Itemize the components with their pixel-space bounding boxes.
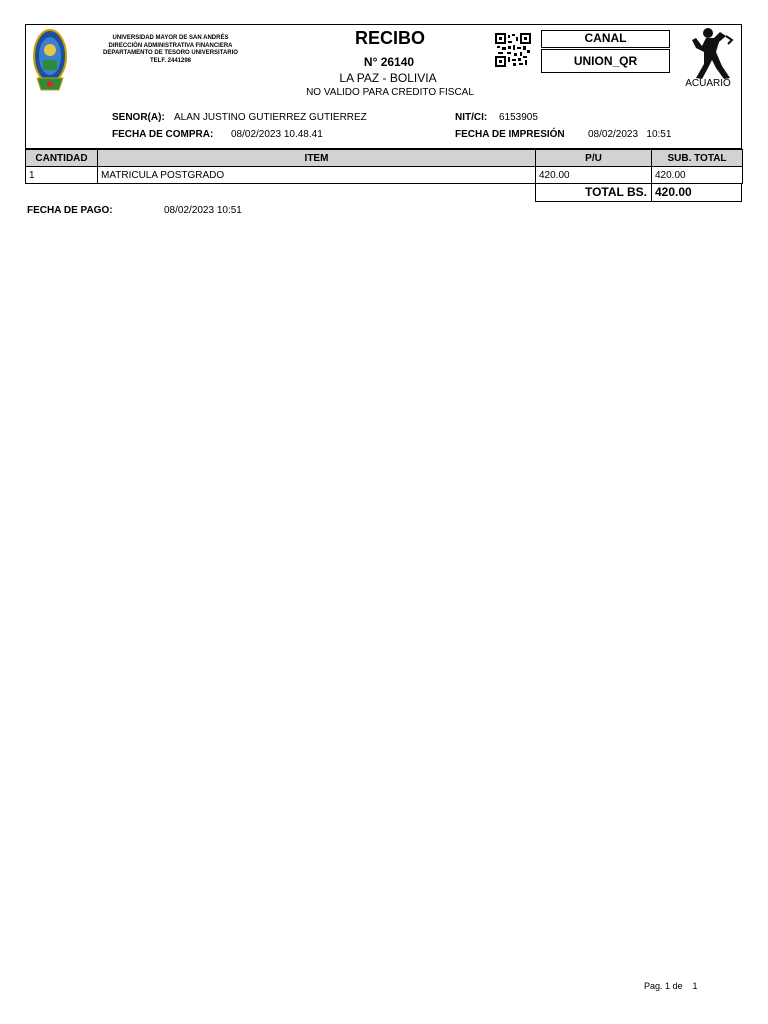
qr-code-icon — [495, 33, 531, 67]
senor-label: SENOR(A): — [112, 112, 165, 123]
total-label: TOTAL BS. — [536, 184, 652, 201]
receipt-title: RECIBO — [354, 28, 425, 48]
nit-label: NIT/CI: — [455, 112, 488, 123]
fecha-pago-value: 08/02/2023 10:51 — [164, 205, 242, 216]
fecha-impresion-value: 08/02/2023 10:51 — [588, 129, 672, 140]
cell-subtotal: 420.00 — [652, 167, 743, 184]
institution-direction: DIRECCIÓN ADMINISTRATIVA FINANCIERA — [108, 42, 233, 49]
aquarius-figure-icon — [686, 26, 734, 80]
table-header-row — [26, 150, 743, 167]
cell-item: MATRICULA POSTGRADO — [98, 167, 536, 184]
institution-info — [88, 35, 253, 65]
nit-value: 6153905 — [499, 112, 538, 123]
institution-department: DEPARTAMENTO DE TESORO UNIVERSITARIO — [103, 50, 238, 57]
table-row — [26, 167, 743, 184]
fiscal-note: NO VALIDO PARA CREDITO FISCAL — [306, 87, 474, 98]
institution-name: UNIVERSIDAD MAYOR DE SAN ANDRÉS — [112, 35, 229, 41]
total-row — [535, 183, 742, 202]
institution-phone: TELF. 2441298 — [149, 57, 192, 64]
receipt-city: LA PAZ - BOLIVIA — [339, 71, 437, 85]
canal-value: UNION_QR — [541, 49, 670, 73]
fecha-pago-label: FECHA DE PAGO: — [27, 205, 113, 216]
fecha-impresion-label: FECHA DE IMPRESIÓN — [455, 129, 565, 140]
university-seal-icon — [31, 28, 69, 96]
cell-cantidad: 1 — [26, 167, 98, 184]
cell-pu: 420.00 — [536, 167, 652, 184]
column-header-subtotal: SUB. TOTAL — [652, 150, 743, 167]
senor-value: ALAN JUSTINO GUTIERREZ GUTIERREZ — [174, 112, 367, 123]
fecha-compra-label: FECHA DE COMPRA: — [112, 129, 214, 140]
page-number: Pag. 1 de 1 — [644, 981, 698, 991]
total-value: 420.00 — [655, 185, 692, 199]
column-header-pu: P/U — [536, 150, 652, 167]
canal-label: CANAL — [541, 30, 670, 48]
column-header-cantidad: CANTIDAD — [26, 150, 98, 167]
items-table — [25, 149, 743, 184]
receipt-number: N° 26140 — [363, 55, 415, 69]
sign-label: ACUARIO — [685, 78, 731, 89]
fecha-compra-value: 08/02/2023 10.48.41 — [231, 129, 323, 140]
column-header-item: ITEM — [98, 150, 536, 167]
